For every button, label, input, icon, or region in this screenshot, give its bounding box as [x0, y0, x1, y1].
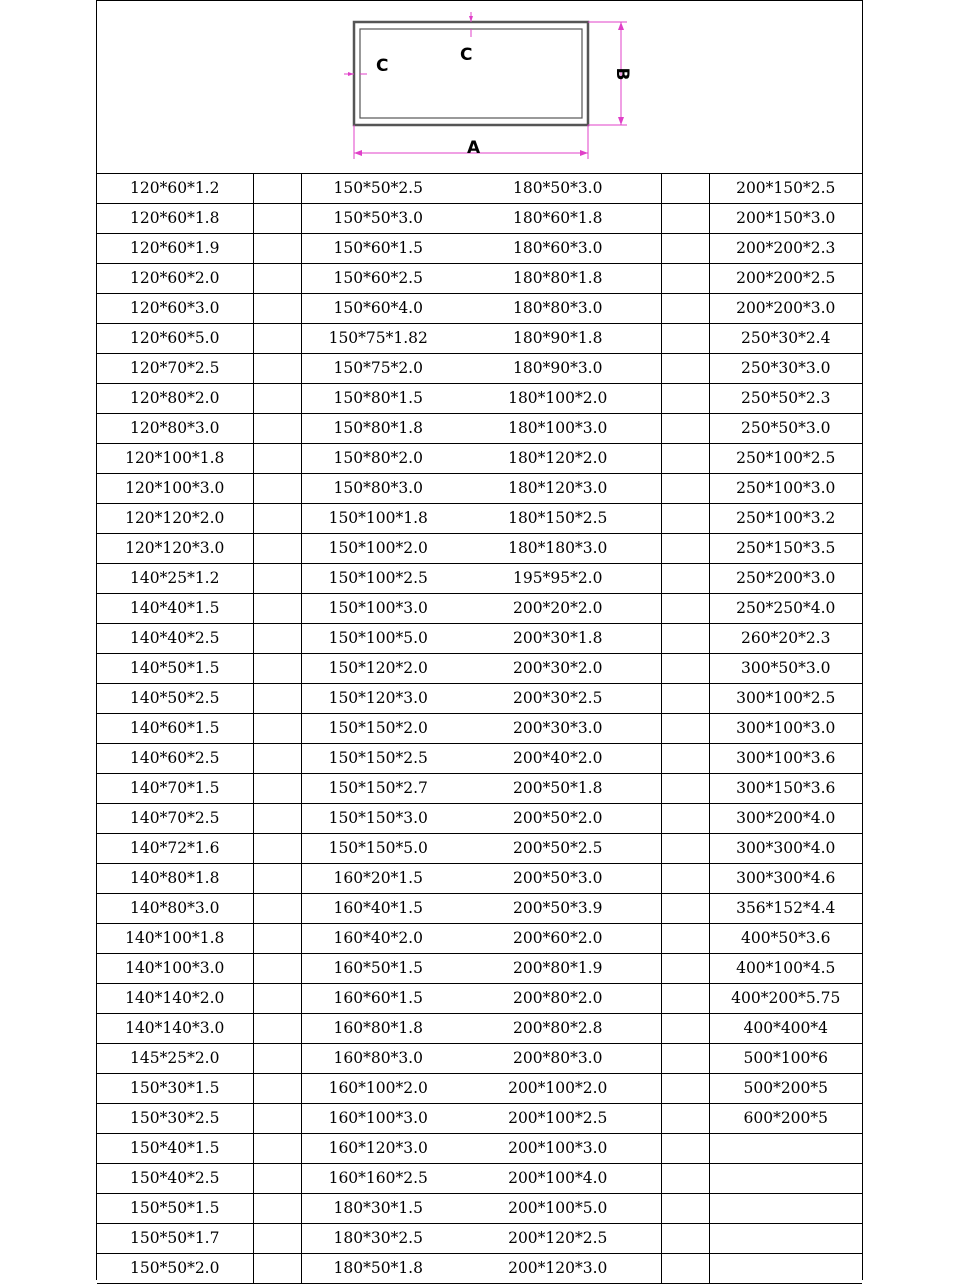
blank-cell [253, 714, 301, 744]
size-cell: 150*100*1.8 [301, 504, 455, 534]
size-cell: 140*40*2.5 [97, 624, 253, 654]
blank-cell [253, 804, 301, 834]
blank-cell [661, 1194, 709, 1224]
table-row [97, 864, 862, 894]
size-cell: 120*100*1.8 [97, 444, 253, 474]
blank-cell [253, 834, 301, 864]
table-row [97, 804, 862, 834]
table-row [97, 1224, 862, 1254]
table-row [97, 1014, 862, 1044]
table-row [97, 714, 862, 744]
size-cell: 200*80*2.8 [455, 1014, 661, 1044]
size-cell: 150*30*1.5 [97, 1074, 253, 1104]
size-spec-table [97, 174, 862, 1284]
table-row [97, 774, 862, 804]
size-cell: 250*250*4.0 [709, 594, 862, 624]
size-cell: 195*95*2.0 [455, 564, 661, 594]
size-cell: 250*30*3.0 [709, 354, 862, 384]
blank-cell [253, 234, 301, 264]
blank-cell [253, 294, 301, 324]
blank-cell [253, 1014, 301, 1044]
size-cell: 180*180*3.0 [455, 534, 661, 564]
size-cell: 140*50*2.5 [97, 684, 253, 714]
size-cell: 150*50*2.0 [97, 1254, 253, 1284]
size-cell: 200*50*2.0 [455, 804, 661, 834]
size-cell: 150*60*1.5 [301, 234, 455, 264]
blank-cell [661, 204, 709, 234]
size-cell: 400*200*5.75 [709, 984, 862, 1014]
size-cell: 150*60*4.0 [301, 294, 455, 324]
blank-cell [661, 384, 709, 414]
blank-cell [253, 924, 301, 954]
size-cell: 200*80*3.0 [455, 1044, 661, 1074]
blank-cell [253, 624, 301, 654]
blank-cell [253, 594, 301, 624]
table-row [97, 264, 862, 294]
size-cell: 180*100*2.0 [455, 384, 661, 414]
inner-outline [360, 29, 582, 118]
size-cell: 200*200*2.5 [709, 264, 862, 294]
table-row [97, 1074, 862, 1104]
size-cell [709, 1224, 862, 1254]
blank-cell [661, 924, 709, 954]
blank-cell [253, 564, 301, 594]
size-cell [709, 1254, 862, 1284]
size-cell: 200*30*2.0 [455, 654, 661, 684]
table-row [97, 744, 862, 774]
blank-cell [253, 984, 301, 1014]
dimension-c-top [469, 12, 473, 37]
size-cell: 200*50*3.9 [455, 894, 661, 924]
blank-cell [661, 654, 709, 684]
size-cell: 120*80*2.0 [97, 384, 253, 414]
size-cell: 150*100*2.0 [301, 534, 455, 564]
size-cell: 200*50*3.0 [455, 864, 661, 894]
size-cell: 140*50*1.5 [97, 654, 253, 684]
blank-cell [253, 324, 301, 354]
blank-cell [253, 444, 301, 474]
size-cell: 150*50*1.7 [97, 1224, 253, 1254]
blank-cell [661, 234, 709, 264]
size-cell: 150*80*1.8 [301, 414, 455, 444]
blank-cell [253, 1194, 301, 1224]
size-cell: 200*50*1.8 [455, 774, 661, 804]
size-cell: 150*30*2.5 [97, 1104, 253, 1134]
size-cell: 200*100*2.5 [455, 1104, 661, 1134]
tube-cross-section-diagram [97, 1, 862, 174]
size-cell: 180*90*3.0 [455, 354, 661, 384]
size-cell: 160*60*1.5 [301, 984, 455, 1014]
size-cell: 120*60*1.2 [97, 174, 253, 204]
size-cell: 150*150*2.5 [301, 744, 455, 774]
size-cell: 200*120*3.0 [455, 1254, 661, 1284]
size-cell: 120*60*1.8 [97, 204, 253, 234]
blank-cell [661, 1164, 709, 1194]
size-cell [709, 1194, 862, 1224]
size-cell: 160*80*1.8 [301, 1014, 455, 1044]
outer-outline [354, 22, 588, 125]
size-cell: 400*100*4.5 [709, 954, 862, 984]
size-cell: 150*150*5.0 [301, 834, 455, 864]
size-cell: 160*40*2.0 [301, 924, 455, 954]
size-cell: 200*80*1.9 [455, 954, 661, 984]
table-row [97, 384, 862, 414]
size-cell: 140*140*3.0 [97, 1014, 253, 1044]
size-cell: 140*40*1.5 [97, 594, 253, 624]
blank-cell [661, 984, 709, 1014]
table-row [97, 894, 862, 924]
size-cell: 250*50*2.3 [709, 384, 862, 414]
blank-cell [253, 354, 301, 384]
table-row [97, 594, 862, 624]
blank-cell [661, 684, 709, 714]
blank-cell [253, 534, 301, 564]
blank-cell [661, 774, 709, 804]
size-cell: 200*150*2.5 [709, 174, 862, 204]
size-cell: 300*300*4.0 [709, 834, 862, 864]
table-row [97, 1134, 862, 1164]
blank-cell [661, 294, 709, 324]
blank-cell [253, 864, 301, 894]
size-cell: 120*80*3.0 [97, 414, 253, 444]
table-row [97, 294, 862, 324]
table-row [97, 534, 862, 564]
diagram-drawing [97, 1, 862, 174]
size-cell: 250*100*2.5 [709, 444, 862, 474]
size-cell: 140*100*3.0 [97, 954, 253, 984]
size-cell: 200*120*2.5 [455, 1224, 661, 1254]
size-cell: 140*60*2.5 [97, 744, 253, 774]
size-cell: 140*25*1.2 [97, 564, 253, 594]
size-cell: 200*200*2.3 [709, 234, 862, 264]
blank-cell [253, 174, 301, 204]
size-cell: 200*20*2.0 [455, 594, 661, 624]
size-cell: 260*20*2.3 [709, 624, 862, 654]
table-row [97, 414, 862, 444]
blank-cell [661, 1224, 709, 1254]
blank-cell [661, 594, 709, 624]
size-cell: 180*120*3.0 [455, 474, 661, 504]
blank-cell [661, 444, 709, 474]
size-cell: 160*20*1.5 [301, 864, 455, 894]
size-cell: 150*80*3.0 [301, 474, 455, 504]
blank-cell [661, 1074, 709, 1104]
table-row [97, 1104, 862, 1134]
size-cell: 180*30*1.5 [301, 1194, 455, 1224]
blank-cell [661, 504, 709, 534]
blank-cell [253, 1224, 301, 1254]
table-row [97, 924, 862, 954]
table-row [97, 564, 862, 594]
size-cell: 120*60*2.0 [97, 264, 253, 294]
size-cell: 356*152*4.4 [709, 894, 862, 924]
size-cell: 120*60*5.0 [97, 324, 253, 354]
size-cell: 400*50*3.6 [709, 924, 862, 954]
blank-cell [661, 474, 709, 504]
size-cell: 180*90*1.8 [455, 324, 661, 354]
blank-cell [253, 684, 301, 714]
size-cell: 140*70*1.5 [97, 774, 253, 804]
blank-cell [661, 1104, 709, 1134]
size-cell: 150*120*2.0 [301, 654, 455, 684]
size-cell: 120*100*3.0 [97, 474, 253, 504]
size-cell: 300*150*3.6 [709, 774, 862, 804]
size-cell: 150*75*2.0 [301, 354, 455, 384]
size-cell: 140*140*2.0 [97, 984, 253, 1014]
size-cell: 300*50*3.0 [709, 654, 862, 684]
blank-cell [661, 414, 709, 444]
blank-cell [661, 954, 709, 984]
size-cell [709, 1134, 862, 1164]
size-cell: 600*200*5 [709, 1104, 862, 1134]
label-b: B [612, 67, 632, 81]
size-cell: 140*80*3.0 [97, 894, 253, 924]
size-cell: 180*50*3.0 [455, 174, 661, 204]
blank-cell [253, 204, 301, 234]
size-cell: 160*80*3.0 [301, 1044, 455, 1074]
blank-cell [253, 384, 301, 414]
blank-cell [661, 174, 709, 204]
blank-cell [253, 894, 301, 924]
size-cell: 150*50*3.0 [301, 204, 455, 234]
size-cell: 300*100*3.0 [709, 714, 862, 744]
size-cell: 250*30*2.4 [709, 324, 862, 354]
size-cell: 145*25*2.0 [97, 1044, 253, 1074]
table-row [97, 1044, 862, 1074]
size-cell: 180*30*2.5 [301, 1224, 455, 1254]
table-row [97, 684, 862, 714]
size-cell: 180*50*1.8 [301, 1254, 455, 1284]
blank-cell [661, 804, 709, 834]
size-cell: 150*120*3.0 [301, 684, 455, 714]
size-cell: 150*150*2.7 [301, 774, 455, 804]
size-cell: 250*200*3.0 [709, 564, 862, 594]
size-spec-table-body [97, 174, 862, 1284]
size-cell: 160*40*1.5 [301, 894, 455, 924]
size-cell: 160*160*2.5 [301, 1164, 455, 1194]
size-cell: 200*150*3.0 [709, 204, 862, 234]
size-cell: 300*300*4.6 [709, 864, 862, 894]
table-row [97, 234, 862, 264]
size-cell: 150*50*1.5 [97, 1194, 253, 1224]
size-cell: 300*100*2.5 [709, 684, 862, 714]
size-cell: 140*80*1.8 [97, 864, 253, 894]
size-cell: 180*150*2.5 [455, 504, 661, 534]
size-cell: 160*50*1.5 [301, 954, 455, 984]
size-cell: 150*80*1.5 [301, 384, 455, 414]
table-row [97, 324, 862, 354]
size-cell: 300*100*3.6 [709, 744, 862, 774]
size-cell: 150*80*2.0 [301, 444, 455, 474]
blank-cell [661, 864, 709, 894]
blank-cell [253, 1104, 301, 1134]
blank-cell [253, 744, 301, 774]
size-cell: 180*60*3.0 [455, 234, 661, 264]
table-row [97, 1254, 862, 1284]
size-cell: 500*200*5 [709, 1074, 862, 1104]
blank-cell [253, 474, 301, 504]
size-cell: 200*40*2.0 [455, 744, 661, 774]
blank-cell [661, 1014, 709, 1044]
blank-cell [253, 504, 301, 534]
blank-cell [661, 354, 709, 384]
size-cell: 120*120*2.0 [97, 504, 253, 534]
blank-cell [661, 894, 709, 924]
size-cell: 150*100*3.0 [301, 594, 455, 624]
size-cell: 250*50*3.0 [709, 414, 862, 444]
size-cell: 200*30*3.0 [455, 714, 661, 744]
size-cell: 120*60*3.0 [97, 294, 253, 324]
size-cell: 120*70*2.5 [97, 354, 253, 384]
size-cell: 120*60*1.9 [97, 234, 253, 264]
label-c-top: C [460, 45, 473, 65]
size-cell: 200*200*3.0 [709, 294, 862, 324]
size-cell: 150*60*2.5 [301, 264, 455, 294]
size-cell: 250*100*3.0 [709, 474, 862, 504]
table-row [97, 624, 862, 654]
table-row [97, 354, 862, 384]
blank-cell [661, 264, 709, 294]
size-cell: 200*100*5.0 [455, 1194, 661, 1224]
table-row [97, 654, 862, 684]
size-cell: 180*80*3.0 [455, 294, 661, 324]
size-cell: 140*72*1.6 [97, 834, 253, 864]
blank-cell [661, 534, 709, 564]
blank-cell [253, 414, 301, 444]
blank-cell [253, 774, 301, 804]
size-cell: 180*100*3.0 [455, 414, 661, 444]
blank-cell [253, 1254, 301, 1284]
table-row [97, 1164, 862, 1194]
size-cell: 250*150*3.5 [709, 534, 862, 564]
size-cell: 150*50*2.5 [301, 174, 455, 204]
size-cell: 140*70*2.5 [97, 804, 253, 834]
blank-cell [253, 1134, 301, 1164]
size-cell: 200*30*2.5 [455, 684, 661, 714]
size-cell: 300*200*4.0 [709, 804, 862, 834]
size-cell: 160*120*3.0 [301, 1134, 455, 1164]
table-row [97, 474, 862, 504]
size-cell: 160*100*2.0 [301, 1074, 455, 1104]
size-cell: 140*60*1.5 [97, 714, 253, 744]
size-cell: 160*100*3.0 [301, 1104, 455, 1134]
blank-cell [253, 954, 301, 984]
size-cell [709, 1164, 862, 1194]
size-cell: 250*100*3.2 [709, 504, 862, 534]
size-cell: 180*120*2.0 [455, 444, 661, 474]
table-row [97, 954, 862, 984]
size-cell: 200*100*2.0 [455, 1074, 661, 1104]
size-cell: 150*150*3.0 [301, 804, 455, 834]
size-cell: 150*40*2.5 [97, 1164, 253, 1194]
table-row [97, 204, 862, 234]
table-row [97, 984, 862, 1014]
dimension-c-side [344, 72, 367, 76]
table-row [97, 1194, 862, 1224]
size-cell: 400*400*4 [709, 1014, 862, 1044]
size-cell: 120*120*3.0 [97, 534, 253, 564]
blank-cell [661, 714, 709, 744]
size-cell: 180*60*1.8 [455, 204, 661, 234]
size-cell: 200*30*1.8 [455, 624, 661, 654]
blank-cell [661, 324, 709, 354]
blank-cell [661, 1254, 709, 1284]
spec-sheet [96, 0, 863, 1280]
size-cell: 150*100*2.5 [301, 564, 455, 594]
size-cell: 150*75*1.82 [301, 324, 455, 354]
size-cell: 180*80*1.8 [455, 264, 661, 294]
blank-cell [253, 1074, 301, 1104]
size-cell: 200*50*2.5 [455, 834, 661, 864]
size-cell: 140*100*1.8 [97, 924, 253, 954]
blank-cell [661, 564, 709, 594]
size-cell: 200*100*4.0 [455, 1164, 661, 1194]
blank-cell [661, 624, 709, 654]
table-row [97, 834, 862, 864]
table-row [97, 174, 862, 204]
blank-cell [253, 654, 301, 684]
size-cell: 150*100*5.0 [301, 624, 455, 654]
blank-cell [661, 834, 709, 864]
table-row [97, 504, 862, 534]
size-cell: 150*40*1.5 [97, 1134, 253, 1164]
blank-cell [661, 744, 709, 774]
size-cell: 200*80*2.0 [455, 984, 661, 1014]
blank-cell [253, 264, 301, 294]
blank-cell [661, 1044, 709, 1074]
size-cell: 150*150*2.0 [301, 714, 455, 744]
size-cell: 200*100*3.0 [455, 1134, 661, 1164]
blank-cell [661, 1134, 709, 1164]
size-cell: 200*60*2.0 [455, 924, 661, 954]
table-row [97, 444, 862, 474]
size-cell: 500*100*6 [709, 1044, 862, 1074]
label-c-side: C [376, 56, 389, 76]
label-a: A [467, 138, 481, 158]
blank-cell [253, 1164, 301, 1194]
blank-cell [253, 1044, 301, 1074]
